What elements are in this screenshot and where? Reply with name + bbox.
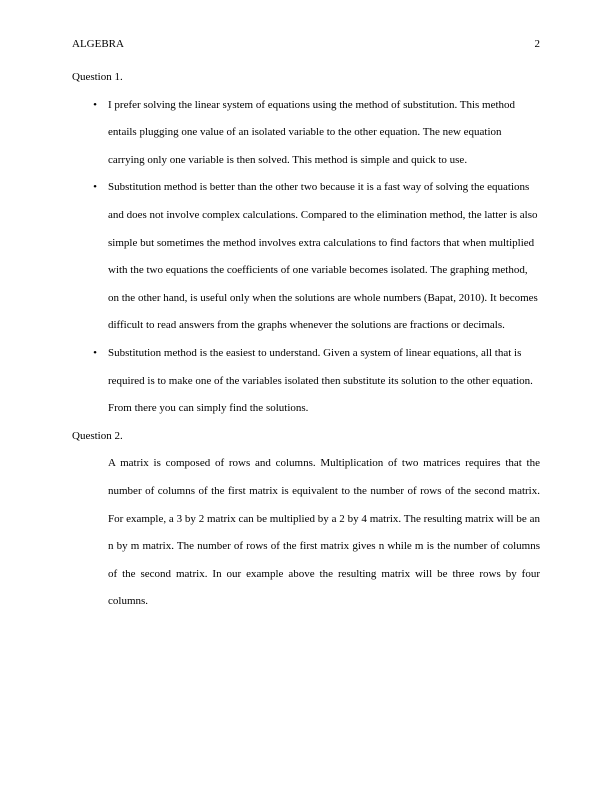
question-1-bullet-list xyxy=(72,92,540,423)
bullet-text: I prefer solving the linear system of equations using the method of substitution. This method entails plugging one value of an isolated variable to the other equation. The new equation carrying only one variable is then solved. This method is simple and quick to use. xyxy=(108,98,516,166)
running-head xyxy=(72,36,540,52)
page-number: 2 xyxy=(534,38,540,50)
bullet-text: Substitution method is the easiest to understand. Given a system of linear equations, all that is required is to make one of the variables isolated then substitute its solution to the other equation. From there you can simply find the solutions. xyxy=(108,346,533,415)
bullet-text: Substitution method is better than the other two because it is a fast way of solving the equations and does not involve complex calculations. Compared to the elimination method, the latter is also simple but sometimes the method involves extra calculations to find factors that when multiplied with the two equations the coefficients of one variable becomes isolated. The graphing method, on the other hand, is useful only when the solutions are whole numbers (Bapat, 2010). It becomes difficult to read answers from the graphs whenever the solutions are fractions or decimals. xyxy=(108,181,538,332)
bullet-icon: • xyxy=(93,181,97,194)
header-title: ALGEBRA xyxy=(72,38,124,50)
bullet-icon: • xyxy=(93,98,97,111)
document-body xyxy=(72,64,540,616)
bullet-item xyxy=(72,174,540,340)
question-1-heading: Question 1. xyxy=(72,71,123,83)
bullet-icon: • xyxy=(93,346,97,359)
question-2-paragraph: A matrix is composed of rows and columns. Multiplication of two matrices requires that the number of columns of the first matrix is equivalent to the number of rows of the second matrix. For example, a 3 by 2 matrix can be multiplied by a 2 by 4 matrix. The resulting matrix will be an n by m matrix. The number of rows of the first matrix gives n while m is the number of columns of the second matrix. In our example above the resulting matrix will be three rows by four columns. xyxy=(108,457,540,608)
question-2-heading: Question 2. xyxy=(72,429,123,442)
bullet-item xyxy=(72,92,540,175)
bullet-item xyxy=(72,340,540,423)
